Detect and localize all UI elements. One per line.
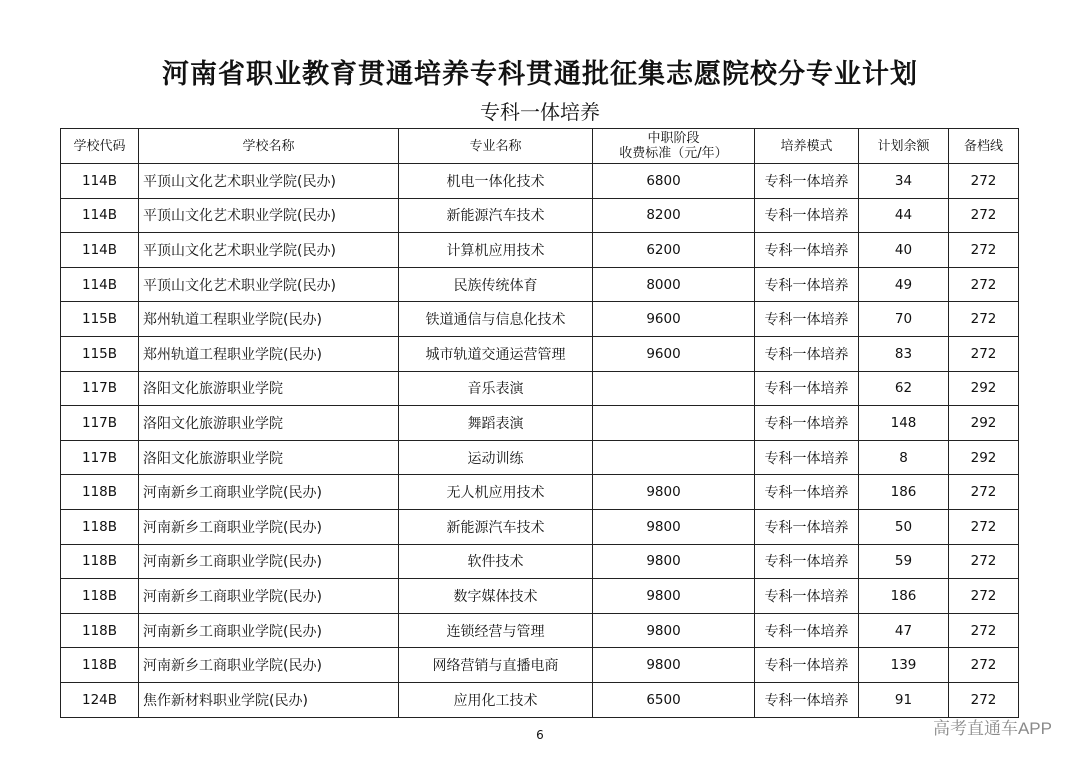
table-header-row <box>61 129 1019 164</box>
cell-mode: 专科一体培养 <box>755 371 859 406</box>
cell-remaining: 83 <box>859 336 949 371</box>
header-fee-line2: 收费标准（元/年） <box>619 146 728 161</box>
cell-remaining: 186 <box>859 579 949 614</box>
cell-fee: 9800 <box>593 544 755 579</box>
cell-major: 应用化工技术 <box>399 682 593 717</box>
cell-mode: 专科一体培养 <box>755 267 859 302</box>
cell-cutoff: 292 <box>949 406 1019 441</box>
cell-remaining: 186 <box>859 475 949 510</box>
cell-remaining: 139 <box>859 648 949 683</box>
cell-mode: 专科一体培养 <box>755 164 859 199</box>
cell-remaining: 50 <box>859 509 949 544</box>
cell-cutoff: 272 <box>949 302 1019 337</box>
table-row <box>61 579 1019 614</box>
cell-major: 软件技术 <box>399 544 593 579</box>
watermark: 高考直通车APP <box>932 719 1052 738</box>
cell-remaining: 70 <box>859 302 949 337</box>
table-row <box>61 440 1019 475</box>
table-row <box>61 613 1019 648</box>
header-remaining: 计划余额 <box>859 129 949 164</box>
document-title: 河南省职业教育贯通培养专科贯通批征集志愿院校分专业计划 <box>162 59 918 90</box>
cell-major: 舞蹈表演 <box>399 406 593 441</box>
cell-fee <box>593 371 755 406</box>
plan-table <box>60 128 1019 718</box>
cell-school: 郑州轨道工程职业学院(民办) <box>139 302 399 337</box>
cell-code: 118B <box>61 509 139 544</box>
table-row <box>61 267 1019 302</box>
cell-major: 音乐表演 <box>399 371 593 406</box>
cell-remaining: 62 <box>859 371 949 406</box>
header-cutoff: 备档线 <box>949 129 1019 164</box>
cell-major: 无人机应用技术 <box>399 475 593 510</box>
cell-school: 河南新乡工商职业学院(民办) <box>139 579 399 614</box>
cell-remaining: 44 <box>859 198 949 233</box>
cell-major: 数字媒体技术 <box>399 579 593 614</box>
table-row <box>61 648 1019 683</box>
cell-fee: 6500 <box>593 682 755 717</box>
cell-code: 114B <box>61 233 139 268</box>
cell-code: 114B <box>61 164 139 199</box>
cell-mode: 专科一体培养 <box>755 406 859 441</box>
cell-cutoff: 272 <box>949 336 1019 371</box>
cell-fee: 8200 <box>593 198 755 233</box>
cell-cutoff: 272 <box>949 682 1019 717</box>
cell-remaining: 49 <box>859 267 949 302</box>
cell-major: 城市轨道交通运营管理 <box>399 336 593 371</box>
cell-school: 平顶山文化艺术职业学院(民办) <box>139 233 399 268</box>
cell-cutoff: 292 <box>949 371 1019 406</box>
header-fee-line1: 中职阶段 <box>647 131 700 146</box>
cell-remaining: 91 <box>859 682 949 717</box>
cell-remaining: 148 <box>859 406 949 441</box>
cell-remaining: 59 <box>859 544 949 579</box>
cell-code: 117B <box>61 371 139 406</box>
cell-fee: 9800 <box>593 509 755 544</box>
table-row <box>61 302 1019 337</box>
cell-fee: 6200 <box>593 233 755 268</box>
cell-cutoff: 272 <box>949 198 1019 233</box>
cell-major: 新能源汽车技术 <box>399 509 593 544</box>
cell-code: 118B <box>61 544 139 579</box>
cell-mode: 专科一体培养 <box>755 336 859 371</box>
header-fee <box>593 129 755 164</box>
cell-major: 网络营销与直播电商 <box>399 648 593 683</box>
cell-school: 焦作新材料职业学院(民办) <box>139 682 399 717</box>
header-mode: 培养模式 <box>755 129 859 164</box>
table-row <box>61 233 1019 268</box>
cell-major: 民族传统体育 <box>399 267 593 302</box>
cell-remaining: 40 <box>859 233 949 268</box>
table-row <box>61 371 1019 406</box>
cell-code: 124B <box>61 682 139 717</box>
cell-code: 115B <box>61 336 139 371</box>
cell-mode: 专科一体培养 <box>755 302 859 337</box>
cell-school: 洛阳文化旅游职业学院 <box>139 371 399 406</box>
cell-fee: 9800 <box>593 579 755 614</box>
header-school: 学校名称 <box>139 129 399 164</box>
cell-mode: 专科一体培养 <box>755 233 859 268</box>
cell-mode: 专科一体培养 <box>755 198 859 233</box>
cell-school: 河南新乡工商职业学院(民办) <box>139 613 399 648</box>
cell-cutoff: 272 <box>949 579 1019 614</box>
cell-cutoff: 272 <box>949 648 1019 683</box>
cell-major: 机电一体化技术 <box>399 164 593 199</box>
table-row <box>61 406 1019 441</box>
header-code: 学校代码 <box>61 129 139 164</box>
cell-school: 洛阳文化旅游职业学院 <box>139 406 399 441</box>
cell-fee <box>593 440 755 475</box>
cell-remaining: 47 <box>859 613 949 648</box>
table-body <box>61 164 1019 718</box>
cell-cutoff: 272 <box>949 164 1019 199</box>
cell-major: 计算机应用技术 <box>399 233 593 268</box>
cell-code: 117B <box>61 440 139 475</box>
cell-code: 118B <box>61 648 139 683</box>
cell-fee: 9800 <box>593 613 755 648</box>
cell-code: 118B <box>61 613 139 648</box>
cell-major: 连锁经营与管理 <box>399 613 593 648</box>
cell-code: 118B <box>61 475 139 510</box>
cell-cutoff: 292 <box>949 440 1019 475</box>
cell-fee: 8000 <box>593 267 755 302</box>
document-subtitle: 专科一体培养 <box>480 100 600 124</box>
cell-code: 114B <box>61 267 139 302</box>
cell-major: 铁道通信与信息化技术 <box>399 302 593 337</box>
cell-mode: 专科一体培养 <box>755 648 859 683</box>
cell-mode: 专科一体培养 <box>755 544 859 579</box>
table-row <box>61 475 1019 510</box>
cell-code: 114B <box>61 198 139 233</box>
cell-fee: 6800 <box>593 164 755 199</box>
cell-mode: 专科一体培养 <box>755 475 859 510</box>
cell-school: 河南新乡工商职业学院(民办) <box>139 648 399 683</box>
cell-mode: 专科一体培养 <box>755 509 859 544</box>
cell-school: 河南新乡工商职业学院(民办) <box>139 475 399 510</box>
cell-cutoff: 272 <box>949 509 1019 544</box>
cell-fee <box>593 406 755 441</box>
cell-school: 平顶山文化艺术职业学院(民办) <box>139 198 399 233</box>
table-row <box>61 682 1019 717</box>
cell-school: 河南新乡工商职业学院(民办) <box>139 544 399 579</box>
cell-fee: 9800 <box>593 475 755 510</box>
cell-fee: 9800 <box>593 648 755 683</box>
cell-mode: 专科一体培养 <box>755 682 859 717</box>
cell-cutoff: 272 <box>949 267 1019 302</box>
cell-school: 河南新乡工商职业学院(民办) <box>139 509 399 544</box>
header-major: 专业名称 <box>399 129 593 164</box>
table-row <box>61 198 1019 233</box>
cell-mode: 专科一体培养 <box>755 579 859 614</box>
table-row <box>61 164 1019 199</box>
cell-major: 运动训练 <box>399 440 593 475</box>
cell-cutoff: 272 <box>949 233 1019 268</box>
cell-school: 郑州轨道工程职业学院(民办) <box>139 336 399 371</box>
cell-school: 洛阳文化旅游职业学院 <box>139 440 399 475</box>
page-number: 6 <box>536 728 544 742</box>
cell-code: 117B <box>61 406 139 441</box>
cell-code: 115B <box>61 302 139 337</box>
cell-major: 新能源汽车技术 <box>399 198 593 233</box>
table-row <box>61 509 1019 544</box>
table-row <box>61 544 1019 579</box>
cell-mode: 专科一体培养 <box>755 440 859 475</box>
cell-fee: 9600 <box>593 302 755 337</box>
cell-remaining: 34 <box>859 164 949 199</box>
cell-school: 平顶山文化艺术职业学院(民办) <box>139 267 399 302</box>
cell-cutoff: 272 <box>949 613 1019 648</box>
table-row <box>61 336 1019 371</box>
cell-code: 118B <box>61 579 139 614</box>
cell-cutoff: 272 <box>949 544 1019 579</box>
cell-fee: 9600 <box>593 336 755 371</box>
cell-remaining: 8 <box>859 440 949 475</box>
cell-mode: 专科一体培养 <box>755 613 859 648</box>
cell-cutoff: 272 <box>949 475 1019 510</box>
cell-school: 平顶山文化艺术职业学院(民办) <box>139 164 399 199</box>
